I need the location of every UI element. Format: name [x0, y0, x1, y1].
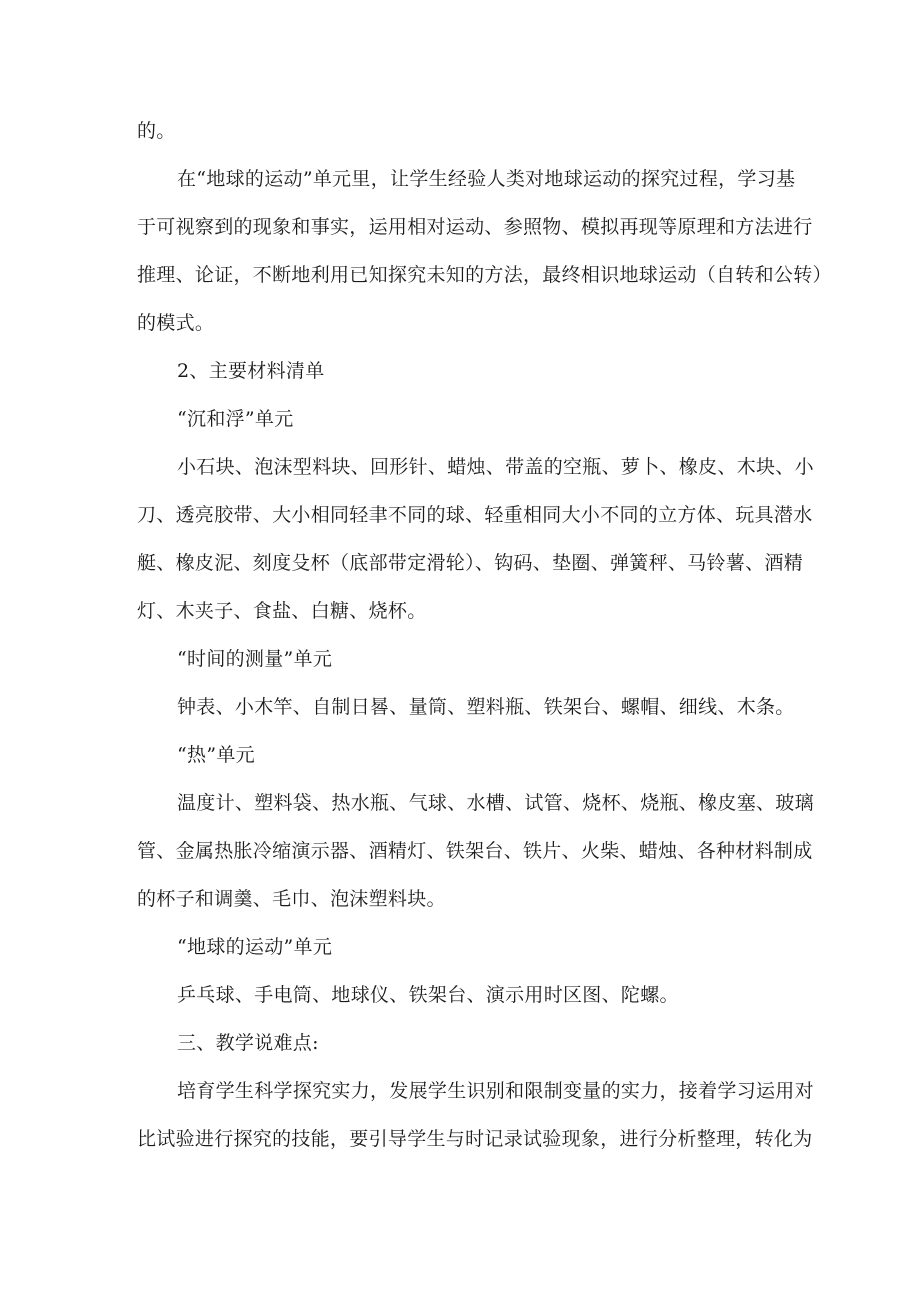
text-line: 的杯子和调羹、毛巾、泡沫塑料块。 [137, 888, 446, 910]
text-line: 培育学生科学探究实力，发展学生识别和限制变量的实力，接着学习运用对 [177, 1080, 814, 1102]
unit-heading: “沉和浮”单元 [177, 408, 294, 430]
unit-heading: “地球的运动”单元 [177, 936, 333, 958]
text-line: 刀、透亮胶带、大小相同轻聿不同的球、轻重相同大小不同的立方体、玩具潜水 [137, 504, 813, 526]
text-line: 的。 [137, 120, 176, 142]
text-line: 推理、论证，不断地利用已知探究未知的方法，最终相识地球运动（自转和公转） [137, 264, 832, 286]
text-line: 艇、橡皮泥、刻度殳杯（底部带定滑轮）、钩码、垫圈、弹簧秤、马铃薯、酒精 [137, 552, 804, 574]
text-line: 乒乓球、手电筒、地球仪、铁架台、演示用时区图、陀螺。 [177, 984, 679, 1006]
text-line: 管、金属热胀冷缩演示器、酒精灯、铁架台、铁片、火柴、蜡烛、各种材料制成 [137, 840, 813, 862]
text-line: 于可视察到的现象和事实，运用相对运动、参照物、模拟再现等原理和方法进行 [137, 216, 813, 238]
unit-heading: “时间的测量”单元 [177, 648, 333, 670]
text-line: 灯、木夹子、食盐、白糖、烧杯。 [137, 600, 427, 622]
section-heading: 三、教学说难点: [177, 1032, 319, 1054]
text-line: 钟表、小木竿、自制日晷、量筒、塑料瓶、铁架台、螺帽、细线、木条。 [177, 696, 795, 718]
text-line: 在“地球的运动”单元里，让学生经验人类对地球运动的探究过程，学习基 [177, 168, 796, 190]
unit-heading: “热”单元 [177, 744, 255, 766]
text-line: 比试验进行探究的技能，要引导学生与时记录试验现象，进行分析整理，转化为 [137, 1128, 813, 1150]
text-line: 温度计、塑料袋、热水瓶、气球、水槽、试管、烧杯、烧瓶、橡皮塞、玻璃 [177, 792, 814, 814]
text-line: 的模式。 [137, 312, 215, 334]
section-heading: 2、主要材料清单 [177, 360, 325, 382]
text-line: 小石块、泡沫型料块、回形针、蜡烛、带盖的空瓶、萝卜、橡皮、木块、小 [177, 456, 814, 478]
